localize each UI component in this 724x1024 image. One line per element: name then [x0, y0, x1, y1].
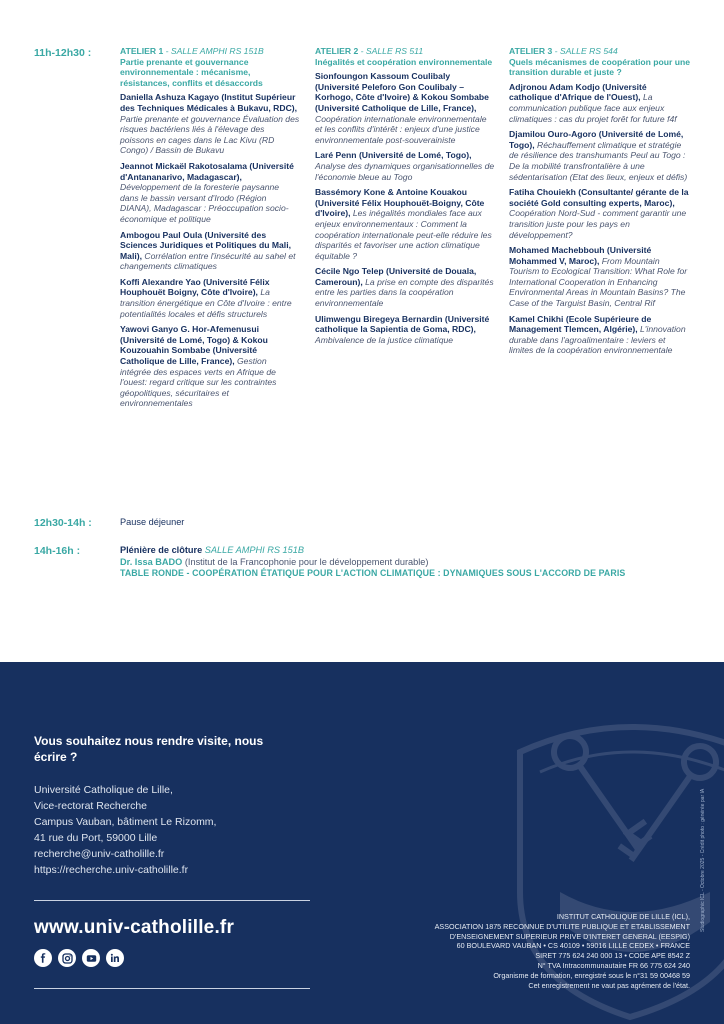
slot-time: 12h30-14h :	[34, 517, 92, 529]
list-item	[509, 129, 691, 182]
atelier-room: - SALLE AMPHI RS 151B	[163, 46, 264, 56]
atelier-title: Partie prenante et gouvernance environnementale : mécanisme, résistances, conflits et désaccords	[120, 56, 263, 88]
slot-time: 14h-16h :	[34, 545, 81, 557]
entry-title: Corrélation entre l'insécurité au sahel et changements climatiques	[120, 250, 296, 272]
pause-label: Pause déjeuner	[120, 517, 185, 527]
roundtable-title: TABLE RONDE - COOPÉRATION ÉTATIQUE POUR L'ACTION CLIMATIQUE : DYNAMIQUES SOUS L'ACCORD DE PARIS	[120, 568, 626, 578]
entry-authors: Adjronou Adam Kodjo (Université catholique d'Afrique de l'Ouest),	[509, 81, 647, 103]
footer	[0, 662, 724, 1024]
list-item	[120, 277, 300, 319]
atelier-2	[315, 46, 495, 350]
legal-line: N° TVA Intracommunautaire FR 66 775 624 240	[537, 960, 690, 970]
credit-text: Studiographic ICL - Octobre 2025 - Crédit photo : générée par IA	[700, 788, 706, 932]
list-item	[509, 314, 691, 356]
youtube-icon[interactable]	[82, 949, 100, 967]
entry-authors: Daniella Ashuza Kagayo (Institut Supérieur des Techniques Médicales à Bukavu, RDC),	[120, 92, 298, 113]
speaker-name: Dr. Issa BADO	[120, 556, 183, 567]
entry-authors: Cécile Ngo Telep (Université de Douala, Cameroun),	[315, 266, 477, 287]
entry-authors: Ulimwengu Biregeya Bernardin (Université catholique la Sapientia de Goma, RDC),	[315, 313, 490, 335]
legal-line: SIRET 775 624 240 000 13 • CODE APE 8542 Z	[535, 951, 690, 961]
contact-address	[34, 782, 216, 878]
visit-heading: Vous souhaitez nous rendre visite, nous écrire ?	[34, 734, 264, 764]
plenary-label: Plénière de clôture	[120, 545, 203, 555]
entry-title: Partie prenante et gouvernance Évaluation des risques bactériens liés à l'élevage des poissons en cages dans le Lac Kivu (RD Congo) / Bassin de Bukavu	[120, 113, 300, 156]
entry-title: From Mountain Tourism to Ecological Transition: What Role for International Cooperation in Enhancing Environmental Areas in Mountain Basins? The Case of the Targuist Basin, Central Rif	[509, 255, 688, 309]
list-item	[120, 324, 300, 409]
entry-title: Développement de la foresterie paysanne dans le bassin versant d'Irodo (Région DIANA), Madagascar : Préoccupation socio-économique et politique	[120, 182, 289, 224]
entry-title: Les inégalités mondiales face aux enjeux environnementaux : Comment la coopération internationale peut-elle réduire les disparités et favoriser une action climatique équitable ?	[315, 208, 492, 261]
entry-authors: Sionfoungon Kassoum Coulibaly (Université Peleforo Gon Coulibaly – Korhogo, Côte d'Ivoire) & Kokou Sombabe (Université Catholique de Lille, France),	[315, 71, 489, 113]
closing-plenary	[120, 545, 700, 580]
list-item	[120, 230, 300, 272]
legal-line: ASSOCIATION 1875 RECONNUE D'UTILITE PUBLIQUE ET ETABLISSEMENT	[434, 921, 690, 931]
instagram-icon[interactable]	[58, 949, 76, 967]
list-item	[315, 150, 495, 182]
entry-authors: Mohamed Machebbouh (Université Mohammed V, Maroc),	[509, 245, 652, 266]
list-item	[509, 245, 691, 309]
legal-line: D'ENSEIGNEMENT SUPERIEUR PRIVE D'INTERET GENERAL (EESPIG)	[449, 931, 690, 941]
entry-authors: Bassémory Kone & Antoine Kouakou (Université Félix Houphouët-Boigny, Côte d'Ivoire),	[315, 187, 485, 219]
research-site-link[interactable]: https://recherche.univ-catholille.fr	[34, 864, 189, 876]
entry-title: La communication publique face aux enjeux climatiques : cas du projet forêt for future f4f	[509, 92, 677, 124]
entry-authors: Fatiha Chouiekh (Consultante/ gérante de la société Gold consulting experts, Maroc),	[509, 187, 689, 208]
address-line: Université Catholique de Lille,	[34, 784, 173, 796]
atelier-3	[509, 46, 691, 361]
atelier-title: Inégalités et coopération environnementale	[315, 56, 493, 67]
atelier-label: ATELIER 2	[315, 46, 359, 56]
slot-time: 11h-12h30 :	[34, 47, 92, 59]
atelier-room: - SALLE RS 511	[358, 46, 424, 56]
website-link[interactable]: www.univ-catholille.fr	[34, 917, 235, 938]
list-item	[120, 161, 300, 225]
speaker-affiliation: (Institut de la Francophonie pour le développement durable)	[182, 556, 429, 567]
divider	[34, 988, 310, 989]
address-line: 41 rue du Port, 59000 Lille	[34, 832, 158, 844]
atelier-1	[120, 46, 300, 414]
entry-title: Réchauffement climatique et stratégie de résilience des transhumants Peul au Togo : De la mobilité transfrontalière à une sédentarisation (Etat des lieux, enjeux et défis)	[509, 139, 688, 182]
atelier-room: - SALLE RS 544	[552, 46, 618, 56]
entry-title: Gestion intégrée des espaces verts en Afrique de l'ouest: regard critique sur les contraintes géopolitiques, sécuritaires et environnementales	[120, 356, 277, 409]
list-item	[120, 92, 300, 156]
entry-title: L'innovation durable dans l'agroalimentaire : leviers et limites de la coopération environnementale	[509, 324, 686, 356]
entry-authors: Yawovi Ganyo G. Hor-Afemenusui (Université de Lomé, Togo) & Kokou Kouzouahin Sombabe (Université Catholique de Lille, France),	[120, 324, 268, 367]
legal-line: 60 BOULEVARD VAUBAN • CS 40109 • 59016 LILLE CEDEX • FRANCE	[456, 941, 690, 951]
entry-title: Analyse des dynamiques organisationnelles de l'économie bleue au Togo	[315, 160, 495, 182]
entry-authors: Ambogou Paul Oula (Université des Sciences Juridiques et Politiques du Mali, Mali),	[120, 229, 291, 261]
divider	[34, 900, 310, 901]
address-line: Campus Vauban, bâtiment Le Rizomm,	[34, 816, 217, 828]
linkedin-icon[interactable]	[106, 949, 124, 967]
facebook-icon[interactable]	[34, 949, 52, 967]
list-item	[315, 314, 495, 346]
plenary-room: SALLE AMPHI RS 151B	[202, 545, 305, 555]
entry-title: Ambivalence de la justice climatique	[315, 334, 454, 345]
entry-title: Coopération Nord-Sud - comment garantir une transition juste pour les pays en développement?	[509, 208, 687, 240]
entry-authors: Jeannot Mickaël Rakotosalama (Université d'Antananarivo, Madagascar),	[120, 160, 294, 182]
list-item	[509, 187, 691, 240]
entry-title: La transition énergétique en Côte d'Ivoire : entre potentialités locales et défis structurels	[120, 287, 292, 319]
legal-line: Cet enregistrement ne vaut pas agrément de l'état.	[528, 980, 690, 990]
list-item	[315, 187, 495, 261]
entry-authors: Laré Penn (Université de Lomé, Togo),	[315, 150, 472, 161]
atelier-heading	[315, 46, 495, 57]
entry-authors: Kamel Chikhi (Ecole Supérieure de Management Tlemcen, Algérie),	[509, 313, 652, 335]
atelier-label: ATELIER 3	[509, 46, 553, 56]
atelier-heading	[120, 46, 300, 57]
social-links	[34, 949, 124, 967]
atelier-title: Quels mécanismes de coopération pour une transition durable et juste ?	[509, 56, 690, 78]
entry-authors: Djamilou Ouro-Agoro (Université de Lomé, Togo),	[509, 129, 684, 150]
list-item	[315, 71, 495, 145]
entry-title: Coopération internationale environnementale et les conflits d'intérêt : enjeux d'une justice environnementale post-souverainiste	[315, 113, 487, 145]
atelier-heading	[509, 46, 691, 57]
legal-line: Organisme de formation, enregistré sous le n°31 59 00468 59	[493, 970, 690, 980]
legal-line: INSTITUT CATHOLIQUE DE LILLE (ICL),	[556, 912, 690, 921]
list-item	[509, 82, 691, 124]
atelier-label: ATELIER 1	[120, 46, 164, 56]
address-line: Vice-rectorat Recherche	[34, 800, 148, 812]
entry-title: La prise en compte des disparités entre les parties dans la coopération environnementale	[315, 276, 494, 309]
email-link[interactable]: recherche@univ-catholille.fr	[34, 848, 165, 860]
legal-notice	[350, 912, 690, 990]
entry-authors: Koffi Alexandre Yao (Université Félix Houphouët Boigny, Côte d'Ivoire),	[120, 276, 270, 298]
list-item	[315, 266, 495, 308]
